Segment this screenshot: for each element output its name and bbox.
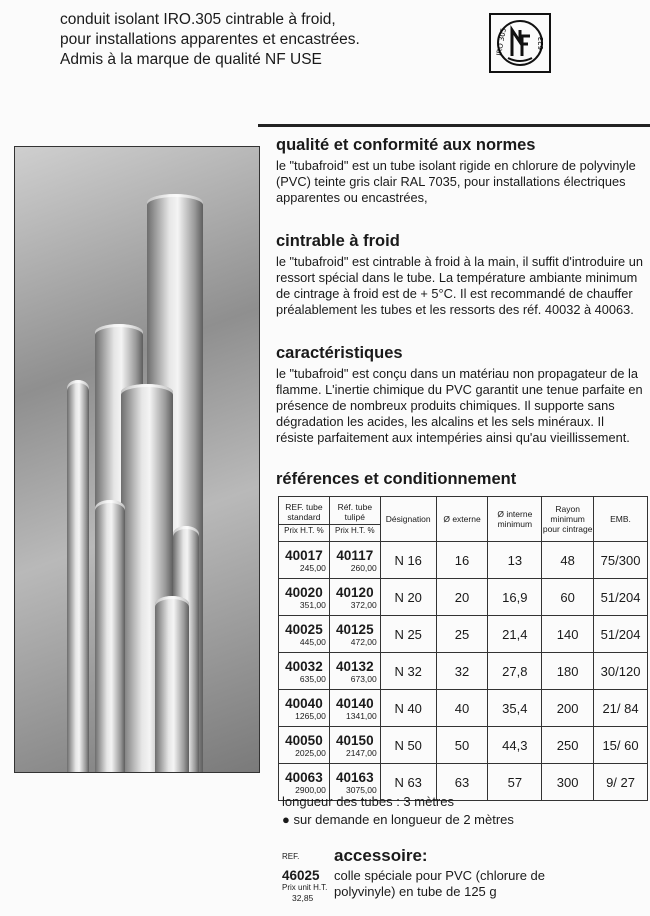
cell-packaging: 75/300 bbox=[594, 542, 648, 579]
section-title-references: références et conditionnement bbox=[276, 470, 517, 488]
header-designation: Désignation bbox=[380, 497, 436, 542]
cell-internal-diameter: 44,3 bbox=[488, 727, 542, 764]
intro-line-3: Admis à la marque de qualité NF USE bbox=[60, 51, 322, 68]
cell-designation: N 32 bbox=[380, 653, 436, 690]
cell-packaging: 30/120 bbox=[594, 653, 648, 690]
cell-bend-radius: 60 bbox=[542, 579, 594, 616]
cell-designation: N 50 bbox=[380, 727, 436, 764]
cell-internal-diameter: 21,4 bbox=[488, 616, 542, 653]
cell-packaging: 15/ 60 bbox=[594, 727, 648, 764]
cell-ref-tulip: 40125 472,00 bbox=[329, 616, 380, 653]
cell-ref-standard: 40025 445,00 bbox=[279, 616, 330, 653]
cell-internal-diameter: 57 bbox=[488, 764, 542, 801]
cell-ref-tulip: 40140 1341,00 bbox=[329, 690, 380, 727]
cell-external-diameter: 40 bbox=[436, 690, 488, 727]
accessory-desc-line-1: colle spéciale pour PVC (chlorure de bbox=[334, 868, 545, 883]
header-external-diameter: Ø externe bbox=[436, 497, 488, 542]
cell-bend-radius: 250 bbox=[542, 727, 594, 764]
cell-designation: N 16 bbox=[380, 542, 436, 579]
cell-external-diameter: 16 bbox=[436, 542, 488, 579]
cell-bend-radius: 200 bbox=[542, 690, 594, 727]
section-text-quality: le "tubafroid" est un tube isolant rigide en chlorure de polyvinyle (PVC) teinte gris clair RAL 7035, pour installations électriques apparentes ou encastrées, bbox=[276, 158, 636, 205]
on-request-note bbox=[282, 812, 514, 827]
section-text-features: le "tubafroid" est conçu dans un matériau non propagateur de la flamme. L'inertie chimique du PVC garantit une tenue parfaite en présence de nombreux produits chimiques. Il supporte sans dégradation les acides, les alcalins et les sels minéraux. Il résiste parfaitement aux intempéries ainsi qu'au vieillissement. bbox=[276, 366, 643, 445]
cell-bend-radius: 48 bbox=[542, 542, 594, 579]
accessory-price: 32,85 bbox=[292, 893, 314, 903]
cell-packaging: 9/ 27 bbox=[594, 764, 648, 801]
nf-quality-seal-logo bbox=[488, 12, 552, 74]
cell-packaging: 51/204 bbox=[594, 579, 648, 616]
cell-external-diameter: 63 bbox=[436, 764, 488, 801]
header-internal-diameter: Ø interne minimum bbox=[488, 497, 542, 542]
table-row bbox=[279, 727, 648, 764]
accessory-description bbox=[334, 868, 545, 900]
cell-ref-standard: 40050 2025,00 bbox=[279, 727, 330, 764]
header-ref-standard: REF. tube standard Prix H.T. % bbox=[279, 497, 330, 542]
cell-internal-diameter: 27,8 bbox=[488, 653, 542, 690]
header-bend-radius: Rayon minimum pour cintrage bbox=[542, 497, 594, 542]
on-request-text: sur demande en longueur de 2 mètres bbox=[293, 812, 514, 827]
cell-internal-diameter: 16,9 bbox=[488, 579, 542, 616]
table-row bbox=[279, 690, 648, 727]
cell-ref-tulip: 40117 260,00 bbox=[329, 542, 380, 579]
cell-designation: N 20 bbox=[380, 579, 436, 616]
accessory-ref-label: REF. bbox=[282, 852, 300, 861]
cell-bend-radius: 180 bbox=[542, 653, 594, 690]
cell-ref-tulip: 40150 2147,00 bbox=[329, 727, 380, 764]
table-row bbox=[279, 653, 648, 690]
cell-ref-standard: 40020 351,00 bbox=[279, 579, 330, 616]
cell-bend-radius: 300 bbox=[542, 764, 594, 801]
table-row bbox=[279, 542, 648, 579]
table-row bbox=[279, 579, 648, 616]
cell-internal-diameter: 13 bbox=[488, 542, 542, 579]
cell-packaging: 21/ 84 bbox=[594, 690, 648, 727]
cell-ref-standard: 40017 245,00 bbox=[279, 542, 330, 579]
intro-line-2: pour installations apparentes et encastrées. bbox=[60, 31, 360, 48]
svg-text:IRO 305: IRO 305 bbox=[495, 27, 508, 57]
cell-external-diameter: 25 bbox=[436, 616, 488, 653]
references-table bbox=[278, 496, 648, 801]
accessory-price-label: Prix unit H.T. bbox=[282, 883, 328, 892]
cell-external-diameter: 50 bbox=[436, 727, 488, 764]
cell-designation: N 63 bbox=[380, 764, 436, 801]
section-rule bbox=[258, 124, 650, 127]
tube-image bbox=[67, 380, 89, 772]
cell-ref-tulip: 40163 3075,00 bbox=[329, 764, 380, 801]
cell-ref-tulip: 40132 673,00 bbox=[329, 653, 380, 690]
header-ref-tulip: Réf. tube tulipé Prix H.T. % bbox=[329, 497, 380, 542]
tube-image bbox=[155, 596, 189, 772]
cell-external-diameter: 20 bbox=[436, 579, 488, 616]
cell-designation: N 25 bbox=[380, 616, 436, 653]
accessory-ref: 46025 bbox=[282, 868, 320, 883]
section-title-quality: qualité et conformité aux normes bbox=[276, 136, 536, 154]
cell-ref-standard: 40063 2900,00 bbox=[279, 764, 330, 801]
section-title-features: caractéristiques bbox=[276, 344, 403, 362]
intro-line-1: conduit isolant IRO.305 cintrable à froid, bbox=[60, 11, 336, 28]
accessory-desc-line-2: polyvinyle) en tube de 125 g bbox=[334, 884, 497, 899]
cell-ref-standard: 40032 635,00 bbox=[279, 653, 330, 690]
tubes-photo bbox=[14, 146, 260, 773]
table-row bbox=[279, 616, 648, 653]
cell-bend-radius: 140 bbox=[542, 616, 594, 653]
cell-external-diameter: 32 bbox=[436, 653, 488, 690]
tube-image bbox=[95, 500, 125, 772]
section-text-bending: le "tubafroid" est cintrable à froid à la main, il suffit d'introduire un ressort spécial dans le tube. La température ambiante minimum de cintrage à froid est de + 5°C. Il est recommandé de chauffer préalablement les tubes et les ressorts des réf. 40032 à 40063. bbox=[276, 254, 643, 317]
cell-designation: N 40 bbox=[380, 690, 436, 727]
svg-text:623: 623 bbox=[537, 36, 545, 50]
table-header-row bbox=[279, 497, 648, 542]
intro-block bbox=[60, 10, 480, 70]
accessory-title: accessoire: bbox=[334, 846, 428, 865]
cell-ref-tulip: 40120 372,00 bbox=[329, 579, 380, 616]
header-packaging: EMB. bbox=[594, 497, 648, 542]
section-title-bending: cintrable à froid bbox=[276, 232, 400, 250]
bullet-icon: ● bbox=[282, 812, 290, 827]
tube-length-note: longueur des tubes : 3 mètres bbox=[282, 794, 454, 809]
cell-packaging: 51/204 bbox=[594, 616, 648, 653]
cell-internal-diameter: 35,4 bbox=[488, 690, 542, 727]
cell-ref-standard: 40040 1265,00 bbox=[279, 690, 330, 727]
